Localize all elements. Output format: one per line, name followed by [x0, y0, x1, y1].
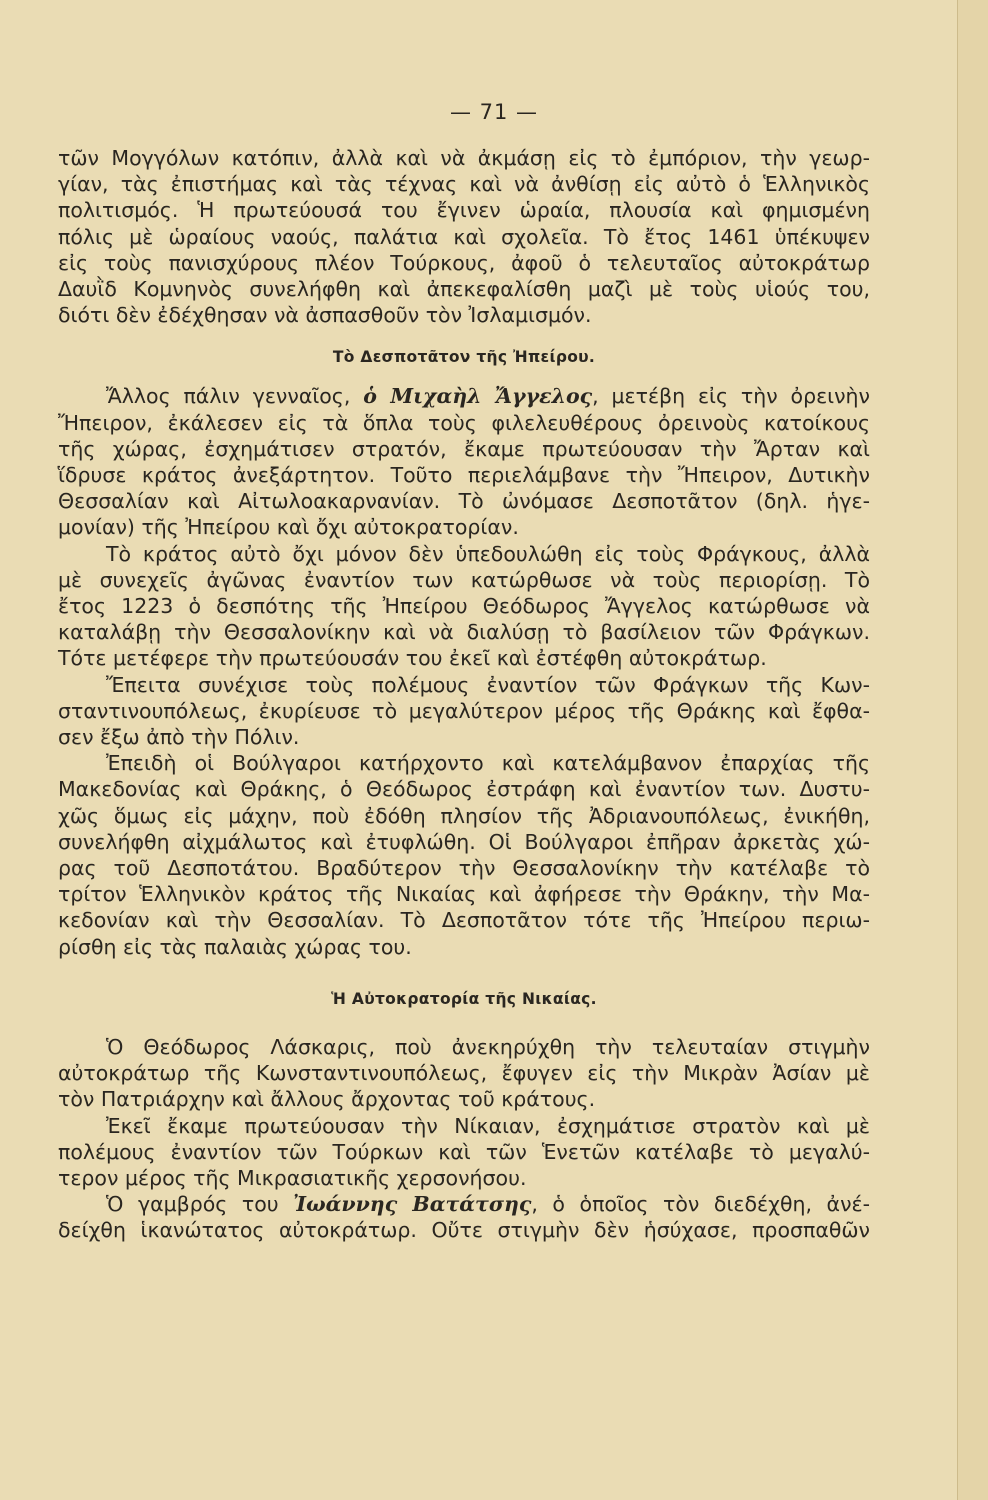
text-line: αὐτοκράτωρ τῆς Κωνσταντινουπόλεως, ἔφυγεν εἰς τὴν Μικρὰν Ἀσίαν μὲ [58, 1061, 870, 1086]
text-line: μονίαν) τῆς Ἠπείρου καὶ ὄχι αὐτοκρατορίαν. [58, 515, 519, 540]
text-line: εἰς τοὺς πανισχύρους πλέον Τούρκους, ἀφοῦ ὁ τελευταῖος αὐτοκράτωρ [58, 250, 870, 275]
text-line: τῶν Μογγόλων κατόπιν, ἀλλὰ καὶ νὰ ἀκμάσῃ εἰς τὸ ἐμπόριον, τὴν γεωρ- [58, 146, 870, 170]
paragraph-epirus-1 [58, 383, 870, 540]
text-line: τρίτον Ἑλληνικὸν κράτος τῆς Νικαίας καὶ ἀφήρεσε τὴν Θράκην, τὴν Μα- [58, 882, 870, 907]
text-line [58, 1191, 870, 1217]
text-line: τῆς χώρας, ἐσχημάτισεν στρατόν, ἔκαμε πρωτεύουσαν τὴν Ἄρταν καὶ [58, 436, 870, 461]
text-span: , ὁ ὁποῖος τὸν διεδέχθη, ἀνέ- [531, 1192, 870, 1217]
text-line: πολέμους ἐναντίον τῶν Τούρκων καὶ τῶν Ἑνετῶν κατέλαβε τὸ μεγαλύ- [58, 1139, 870, 1164]
text-line: ἵδρυσε κράτος ἀνεξάρτητον. Τοῦτο περιελάμβανε τὴν Ἤπειρον, Δυτικὴν [58, 463, 870, 488]
text-line: Ἔπειτα συνέχισε τοὺς πολέμους ἐναντίον τῶν Φράγκων τῆς Κων- [106, 672, 870, 697]
text-line: τερον μέρος τῆς Μικρασιατικῆς χερσονήσου. [58, 1165, 527, 1190]
text-line: πόλις μὲ ὡραίους ναούς, παλάτια καὶ σχολεῖα. Τὸ ἔτος 1461 ὑπέκυψεν [58, 224, 870, 249]
text-line: τὸν Πατριάρχην καὶ ἄλλους ἄρχοντας τοῦ κράτους. [58, 1087, 596, 1112]
text-line: Θεσσαλίαν καὶ Αἰτωλοακαρνανίαν. Τὸ ὠνόμασε Δεσποτᾶτον (δηλ. ἡγε- [58, 489, 870, 514]
text-line: Ἐπειδὴ οἱ Βούλγαροι κατήρχοντο καὶ κατελάμβανον ἐπαρχίας τῆς [106, 751, 870, 776]
paragraph-trebizond [58, 145, 870, 328]
paragraph-epirus-4 [58, 750, 870, 960]
page-edge [957, 0, 988, 1500]
text-line: γίαν, τὰς ἐπιστήμας καὶ τὰς τέχνας καὶ νὰ ἀνθίσῃ εἰς αὐτὸ ὁ Ἑλληνικὸς [58, 172, 870, 197]
text-line: Ὁ Θεόδωρος Λάσκαρις, ποὺ ἀνεκηρύχθη τὴν τελευταίαν στιγμὴν [106, 1034, 870, 1059]
person-name: Ἰωάννης Βατάτσης [293, 1192, 532, 1217]
text-line: Ἤπειρον, ἐκάλεσεν εἰς τὰ ὅπλα τοὺς φιλελευθέρους ὀρεινοὺς κατοίκους [58, 410, 870, 435]
section-heading-nicaea: Ἡ Αὐτοκρατορία τῆς Νικαίας. [331, 989, 597, 1008]
text-line: σταντινουπόλεως, ἐκυρίευσε τὸ μεγαλύτερον μέρος τῆς Θράκης καὶ ἔφθα- [58, 698, 870, 723]
page-content [58, 145, 870, 1244]
paragraph-nicaea-3 [58, 1191, 870, 1243]
paragraph-nicaea-2 [58, 1113, 870, 1192]
page-number: — 71 — [449, 100, 539, 124]
text-line: μὲ συνεχεῖς ἀγῶνας ἐναντίον των κατώρθωσε νὰ τοὺς περιορίσῃ. Τὸ [58, 567, 870, 592]
person-name: ὁ Μιχαὴλ Ἄγγελος [363, 384, 593, 409]
text-span: Ὁ γαμβρός του [106, 1192, 294, 1217]
section-heading-epirus: Τὸ Δεσποτᾶτον τῆς Ἠπείρου. [332, 348, 596, 367]
text-line: ρας τοῦ Δεσποτάτου. Βραδύτερον τὴν Θεσσαλονίκην τὴν κατέλαβε τὸ [58, 856, 870, 881]
text-line: συνελήφθη αἰχμάλωτος καὶ ἐτυφλώθη. Οἱ Βούλγαροι ἐπῆραν ἀρκετὰς χώ- [58, 829, 870, 854]
text-line: δείχθη ἱκανώτατος αὐτοκράτωρ. Οὔτε στιγμὴν δὲν ἡσύχασε, προσπαθῶν [58, 1218, 870, 1243]
text-line: καταλάβῃ τὴν Θεσσαλονίκην καὶ νὰ διαλύσῃ τὸ βασίλειον τῶν Φράγκων. [58, 620, 870, 645]
paragraph-epirus-3 [58, 672, 870, 751]
paragraph-nicaea-1 [58, 1034, 870, 1113]
text-line: κεδονίαν καὶ τὴν Θεσσαλίαν. Τὸ Δεσποτᾶτον τότε τῆς Ἠπείρου περιω- [58, 908, 870, 933]
text-line: Δαυῒδ Κομνηνὸς συνελήφθη καὶ ἀπεκεφαλίσθη μαζὶ μὲ τοὺς υἱούς του, [58, 277, 870, 302]
text-line: Μακεδονίας καὶ Θράκης, ὁ Θεόδωρος ἐστράφη καὶ ἐναντίον των. Δυστυ- [58, 777, 870, 802]
text-line: Τὸ κράτος αὐτὸ ὄχι μόνον δὲν ὑπεδουλώθη εἰς τοὺς Φράγκους, ἀλλὰ [106, 541, 870, 566]
text-line: διότι δὲν ἐδέχθησαν νὰ ἀσπασθοῦν τὸν Ἰσλαμισμόν. [58, 303, 592, 328]
text-line: ἔτος 1223 ὁ δεσπότης τῆς Ἠπείρου Θεόδωρος Ἄγγελος κατώρθωσε νὰ [58, 594, 870, 619]
paragraph-epirus-2 [58, 541, 870, 672]
text-span: , μετέβη εἰς τὴν ὀρεινὴν [592, 384, 870, 409]
text-line [58, 383, 870, 409]
text-line: Ἐκεῖ ἔκαμε πρωτεύουσαν τὴν Νίκαιαν, ἐσχημάτισε στρατὸν καὶ μὲ [106, 1113, 870, 1138]
text-span: Ἄλλος πάλιν γενναῖος, [106, 384, 364, 409]
text-line: Τότε μετέφερε τὴν πρωτεύουσάν του ἐκεῖ καὶ ἐστέφθη αὐτοκράτωρ. [58, 646, 767, 671]
text-line: χῶς ὅμως εἰς μάχην, ποὺ ἐδόθη πλησίον τῆς Ἀδριανουπόλεως, ἐνικήθη, [58, 803, 870, 828]
text-line: ρίσθη εἰς τὰς παλαιὰς χώρας του. [58, 934, 412, 959]
text-line: πολιτισμός. Ἡ πρωτεύουσά του ἔγινεν ὡραία, πλουσία καὶ φημισμένη [58, 198, 870, 223]
text-line: σεν ἔξω ἀπὸ τὴν Πόλιν. [58, 725, 300, 750]
